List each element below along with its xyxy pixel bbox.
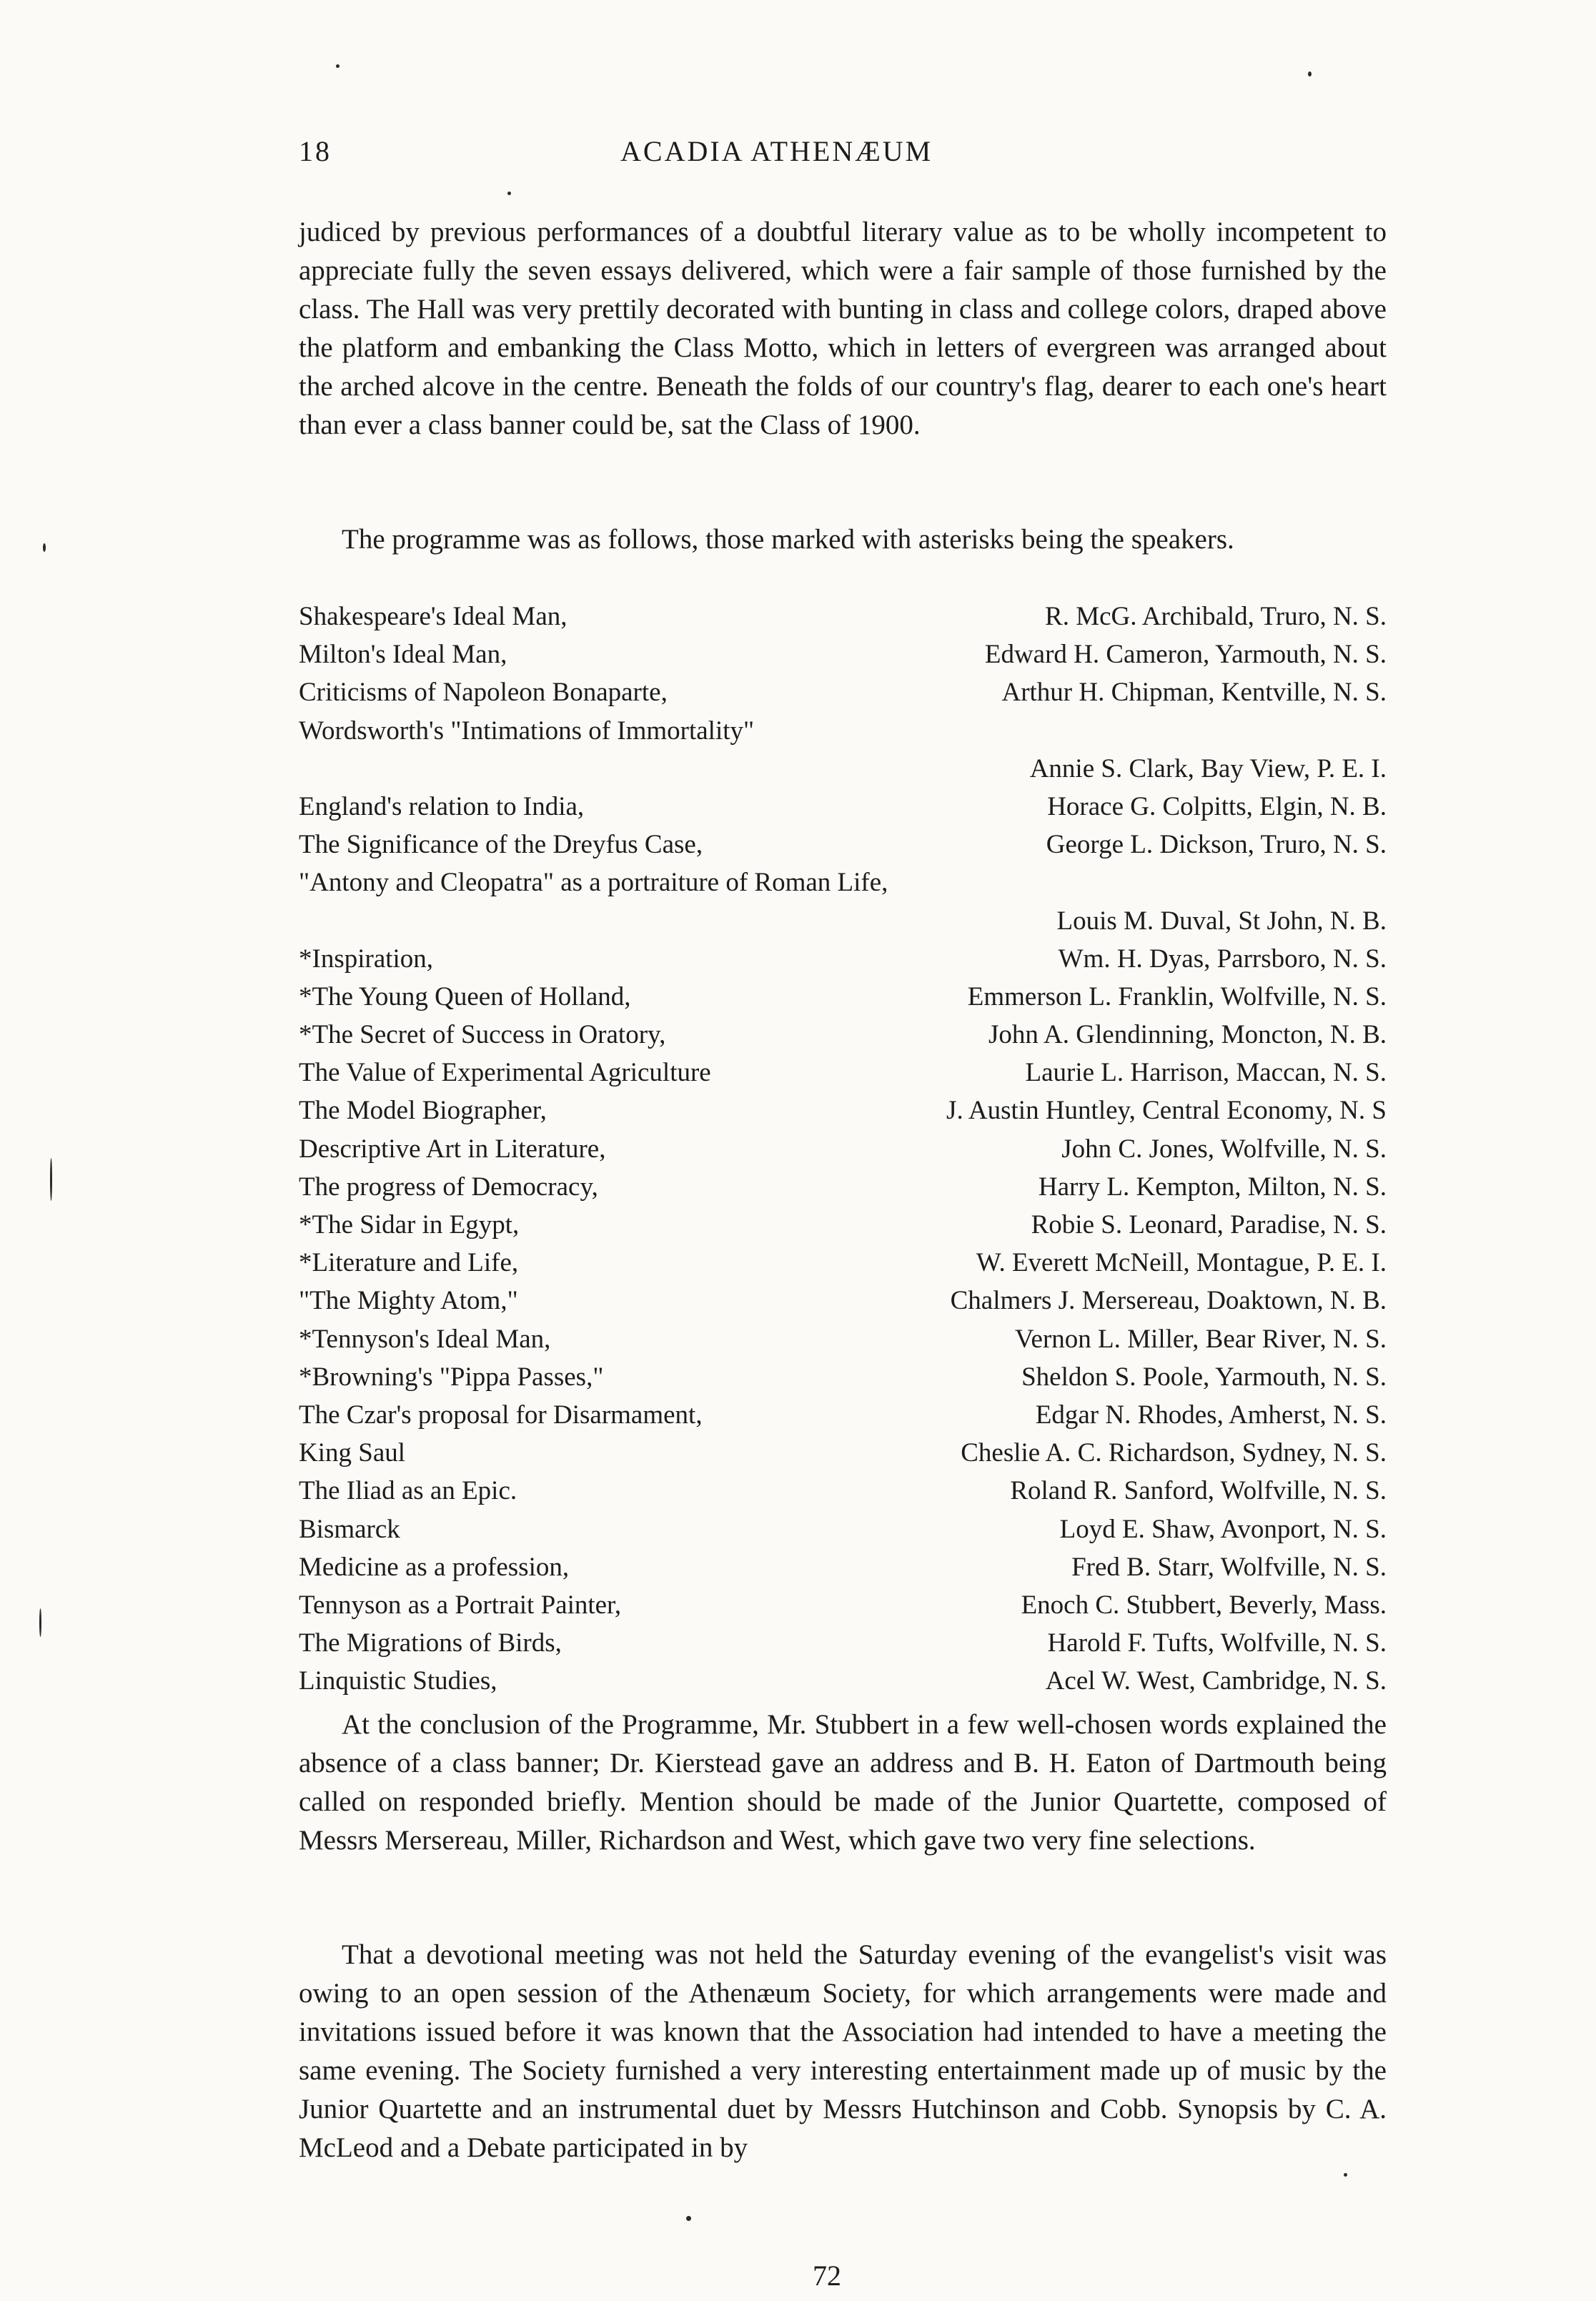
scan-speck (50, 1158, 52, 1201)
programme-speaker: Annie S. Clark, Bay View, P. E. I. (1029, 753, 1387, 783)
programme-topic: The progress of Democracy, (299, 1172, 598, 1202)
programme-speaker: Enoch C. Stubbert, Beverly, Mass. (1021, 1590, 1387, 1620)
programme-row (299, 902, 1387, 940)
programme-topic: The Model Biographer, (299, 1096, 547, 1126)
programme-speaker: Fred B. Starr, Wolfville, N. S. (1071, 1552, 1387, 1582)
programme-row (299, 1548, 1387, 1586)
programme-row (299, 1662, 1387, 1700)
programme-topic: The Czar's proposal for Disarmament, (299, 1400, 703, 1430)
programme-row (299, 1586, 1387, 1624)
programme-row (299, 750, 1387, 788)
programme-speaker: Laurie L. Harrison, Maccan, N. S. (1025, 1058, 1387, 1088)
scan-speck (1308, 71, 1312, 76)
programme-row (299, 635, 1387, 673)
programme-speaker: R. McG. Archibald, Truro, N. S. (1045, 602, 1387, 631)
programme-speaker: J. Austin Huntley, Central Economy, N. S (946, 1096, 1387, 1126)
programme-speaker: Harry L. Kempton, Milton, N. S. (1038, 1172, 1387, 1202)
programme-topic: Linquistic Studies, (299, 1666, 497, 1696)
scan-speck (39, 1608, 41, 1637)
paragraph-conclusion (299, 1706, 1387, 1860)
paragraph-text: judiced by previous performances of a doubtful literary value as to be wholly incompetent to appreciate fully the seven essays delivered, which were a fair sample of those furnished by the class. The Hall was very prettily decorated with bunting in class and college colors, draped above the platform and embanking the Class Motto, which in letters of evergreen was arranged about the arched alcove in the centre. Beneath the folds of our country's flag, dearer to each one's heart than ever a class banner could be, sat the Class of 1900. (299, 217, 1387, 440)
programme-topic: King Saul (299, 1438, 406, 1468)
scan-speck (507, 192, 511, 195)
paragraph-text: The programme was as follows, those marked with asterisks being the speakers. (342, 524, 1234, 555)
programme-topic: *The Sidar in Egypt, (299, 1210, 520, 1239)
programme-topic: The Value of Experimental Agriculture (299, 1058, 711, 1088)
programme-speaker: Vernon L. Miller, Bear River, N. S. (1014, 1324, 1387, 1354)
programme-row (299, 1358, 1387, 1396)
programme-topic: *Browning's "Pippa Passes," (299, 1362, 604, 1392)
programme-speaker: Chalmers J. Mersereau, Doaktown, N. B. (950, 1286, 1387, 1316)
programme-speaker: Cheslie A. C. Richardson, Sydney, N. S. (961, 1438, 1387, 1468)
programme-topic: Shakespeare's Ideal Man, (299, 602, 567, 631)
programme-row (299, 940, 1387, 978)
programme-speaker: Roland R. Sanford, Wolfville, N. S. (1010, 1476, 1387, 1506)
programme-speaker: Loyd E. Shaw, Avonport, N. S. (1059, 1514, 1387, 1544)
programme-topic: Milton's Ideal Man, (299, 640, 507, 670)
programme-row (299, 864, 1387, 901)
programme-speaker: Edgar N. Rhodes, Amherst, N. S. (1035, 1400, 1387, 1430)
programme-topic: Wordsworth's "Intimations of Immortality" (299, 716, 755, 746)
programme-topic: Medicine as a profession, (299, 1552, 570, 1582)
programme-speaker: George L. Dickson, Truro, N. S. (1046, 830, 1387, 860)
programme-speaker: Horace G. Colpitts, Elgin, N. B. (1047, 791, 1387, 821)
paragraph-text: At the conclusion of the Programme, Mr. Stubbert in a few well-chosen words explained the absence of a class banner; Dr. Kierstead gave an address and B. H. Eaton of Dartmouth being called on responded briefly. Mention should be made of the Junior Quartette, composed of Messrs Mersereau, Miller, Richardson and West, which gave two very fine selections. (299, 1709, 1387, 1856)
programme-row (299, 1130, 1387, 1168)
page-number: 18 (299, 135, 332, 167)
programme-topic: Tennyson as a Portrait Painter, (299, 1590, 622, 1620)
programme-row (299, 1206, 1387, 1244)
paragraph-programme-intro (299, 520, 1387, 559)
programme-speaker: Robie S. Leonard, Paradise, N. S. (1031, 1210, 1387, 1239)
programme-row (299, 673, 1387, 711)
programme-row (299, 1434, 1387, 1472)
running-header (299, 134, 1371, 177)
programme-row (299, 1624, 1387, 1662)
programme-list (299, 598, 1387, 1700)
programme-speaker: Louis M. Duval, St John, N. B. (1056, 906, 1387, 936)
scan-speck (1344, 2173, 1347, 2177)
programme-row (299, 1282, 1387, 1320)
scan-speck (336, 64, 339, 68)
programme-speaker: Sheldon S. Poole, Yarmouth, N. S. (1021, 1362, 1387, 1392)
programme-speaker: Arthur H. Chipman, Kentville, N. S. (1001, 678, 1387, 708)
paragraph-class-day (299, 213, 1387, 445)
programme-row (299, 978, 1387, 1016)
programme-speaker: Wm. H. Dyas, Parrsboro, N. S. (1058, 944, 1387, 974)
programme-row (299, 598, 1387, 635)
scan-speck (686, 2216, 691, 2221)
programme-row (299, 1054, 1387, 1092)
programme-topic: Criticisms of Napoleon Bonaparte, (299, 678, 668, 708)
scan-speck (43, 543, 46, 552)
programme-topic: *The Secret of Success in Oratory, (299, 1020, 666, 1050)
programme-row (299, 1168, 1387, 1206)
programme-row (299, 826, 1387, 864)
programme-row (299, 1016, 1387, 1054)
programme-topic: *Literature and Life, (299, 1248, 519, 1278)
programme-topic: Bismarck (299, 1514, 400, 1544)
programme-topic: *Tennyson's Ideal Man, (299, 1324, 551, 1354)
programme-speaker: Acel W. West, Cambridge, N. S. (1045, 1666, 1387, 1696)
paragraph-text: That a devotional meeting was not held the Saturday evening of the evangelist's visit was owing to an open session of the Athenæum Society, for which arrangements were made and invitations issued before it was known that the Association had intended to have a meeting the same evening. The Society furnished a very interesting entertainment made up of music by the Junior Quartette and an instrumental duet by Messrs Hutchinson and Cobb. Synopsis by C. A. McLeod and a Debate participated in by (299, 1939, 1387, 2163)
programme-row (299, 1472, 1387, 1510)
programme-topic: The Iliad as an Epic. (299, 1476, 517, 1506)
footer-page-number: 72 (813, 2260, 841, 2292)
programme-topic: Descriptive Art in Literature, (299, 1134, 606, 1164)
programme-row (299, 788, 1387, 826)
paragraph-devotional-meeting (299, 1936, 1387, 2167)
programme-topic: *The Young Queen of Holland, (299, 981, 631, 1011)
programme-row (299, 1092, 1387, 1129)
programme-row (299, 1244, 1387, 1282)
programme-topic: The Migrations of Birds, (299, 1628, 562, 1658)
journal-title: ACADIA ATHENÆUM (620, 135, 933, 167)
programme-topic: "Antony and Cleopatra" as a portraiture of Roman Life, (299, 868, 888, 898)
programme-row (299, 1396, 1387, 1434)
programme-row (299, 1320, 1387, 1358)
programme-speaker: John C. Jones, Wolfville, N. S. (1061, 1134, 1387, 1164)
programme-topic: *Inspiration, (299, 944, 434, 974)
programme-speaker: Emmerson L. Franklin, Wolfville, N. S. (967, 981, 1387, 1011)
programme-speaker: Edward H. Cameron, Yarmouth, N. S. (984, 640, 1387, 670)
programme-row (299, 712, 1387, 750)
programme-speaker: Harold F. Tufts, Wolfville, N. S. (1047, 1628, 1387, 1658)
programme-topic: "The Mighty Atom," (299, 1286, 518, 1316)
programme-speaker: John A. Glendinning, Moncton, N. B. (988, 1020, 1387, 1050)
programme-row (299, 1510, 1387, 1548)
programme-speaker: W. Everett McNeill, Montague, P. E. I. (976, 1248, 1387, 1278)
programme-topic: The Significance of the Dreyfus Case, (299, 830, 703, 860)
programme-topic: England's relation to India, (299, 791, 585, 821)
